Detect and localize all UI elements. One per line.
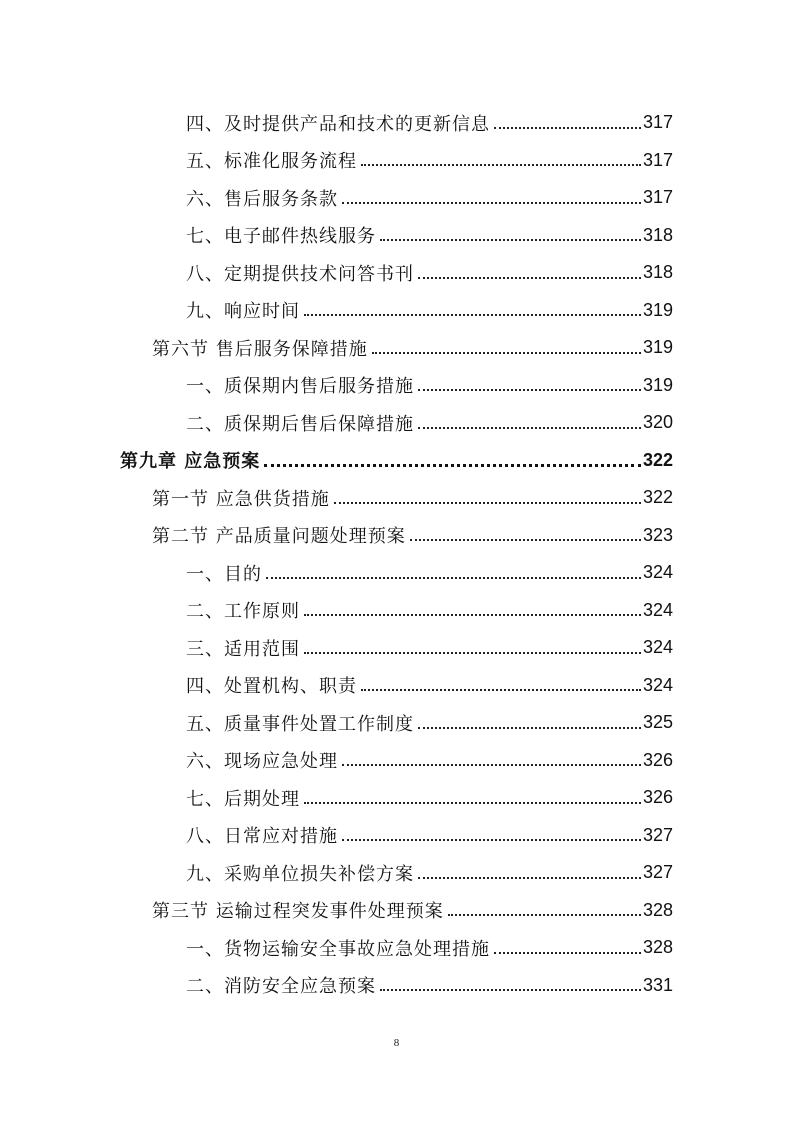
toc-subsection-entry[interactable] (0, 854, 793, 892)
toc-dot-leader (361, 689, 641, 691)
toc-entry-page: 317 (642, 149, 673, 170)
toc-entry-page: 317 (642, 112, 673, 133)
toc-dot-leader (304, 614, 641, 616)
toc-entry-title: 四、处置机构、职责 (186, 676, 357, 698)
toc-dot-leader (266, 577, 641, 579)
toc-entry-page: 324 (642, 637, 673, 658)
toc-entry-title: 第六节 售后服务保障措施 (152, 338, 368, 360)
toc-entry-page: 322 (642, 449, 673, 470)
toc-entry-title: 第一节 应急供货措施 (152, 488, 330, 510)
toc-subsection-entry[interactable] (0, 779, 793, 817)
toc-entry-title: 九、响应时间 (186, 301, 300, 323)
table-of-contents (0, 104, 793, 1004)
toc-entry-page: 323 (642, 524, 673, 545)
toc-subsection-entry[interactable] (0, 704, 793, 742)
toc-entry-page: 327 (642, 862, 673, 883)
toc-entry-page: 327 (642, 824, 673, 845)
toc-entry-page: 325 (642, 712, 673, 733)
toc-entry-title: 一、质保期内售后服务措施 (186, 376, 414, 398)
toc-dot-leader (372, 352, 641, 354)
toc-dot-leader (304, 652, 641, 654)
toc-subsection-entry[interactable] (0, 404, 793, 442)
toc-dot-leader (410, 539, 641, 541)
toc-entry-title: 第九章 应急预案 (120, 451, 261, 473)
toc-entry-page: 331 (642, 974, 673, 995)
toc-entry-title: 一、货物运输安全事故应急处理措施 (186, 938, 490, 960)
toc-subsection-entry[interactable] (0, 929, 793, 967)
toc-dot-leader (264, 464, 641, 467)
toc-entry-title: 第三节 运输过程突发事件处理预案 (152, 901, 444, 923)
toc-subsection-entry[interactable] (0, 629, 793, 667)
toc-entry-title: 五、标准化服务流程 (186, 151, 357, 173)
toc-entry-title: 四、及时提供产品和技术的更新信息 (186, 113, 490, 135)
toc-entry-page: 328 (642, 899, 673, 920)
toc-dot-leader (304, 802, 641, 804)
toc-dot-leader (418, 389, 641, 391)
toc-entry-title: 八、定期提供技术问答书刊 (186, 263, 414, 285)
toc-entry-page: 318 (642, 262, 673, 283)
toc-subsection-entry[interactable] (0, 292, 793, 330)
toc-subsection-entry[interactable] (0, 554, 793, 592)
toc-dot-leader (380, 989, 641, 991)
toc-dot-leader (342, 202, 641, 204)
toc-entry-page: 322 (642, 487, 673, 508)
toc-subsection-entry[interactable] (0, 667, 793, 705)
toc-subsection-entry[interactable] (0, 217, 793, 255)
toc-subsection-entry[interactable] (0, 817, 793, 855)
toc-dot-leader (334, 502, 641, 504)
toc-entry-page: 319 (642, 374, 673, 395)
toc-dot-leader (448, 914, 641, 916)
toc-entry-page: 324 (642, 562, 673, 583)
toc-subsection-entry[interactable] (0, 367, 793, 405)
toc-dot-leader (418, 727, 641, 729)
toc-section-entry[interactable] (0, 517, 793, 555)
toc-entry-title: 三、适用范围 (186, 638, 300, 660)
toc-entry-title: 二、工作原则 (186, 601, 300, 623)
toc-entry-page: 318 (642, 224, 673, 245)
toc-dot-leader (418, 277, 641, 279)
toc-subsection-entry[interactable] (0, 742, 793, 780)
toc-section-entry[interactable] (0, 892, 793, 930)
toc-chapter-entry[interactable] (0, 442, 793, 480)
toc-dot-leader (342, 839, 641, 841)
toc-entry-page: 319 (642, 299, 673, 320)
toc-entry-page: 326 (642, 749, 673, 770)
toc-entry-title: 五、质量事件处置工作制度 (186, 713, 414, 735)
toc-dot-leader (418, 877, 641, 879)
toc-entry-page: 328 (642, 937, 673, 958)
toc-subsection-entry[interactable] (0, 142, 793, 180)
toc-entry-title: 六、现场应急处理 (186, 751, 338, 773)
toc-subsection-entry[interactable] (0, 592, 793, 630)
toc-entry-title: 七、电子邮件热线服务 (186, 226, 376, 248)
toc-dot-leader (418, 427, 641, 429)
toc-dot-leader (494, 127, 641, 129)
toc-entry-title: 二、质保期后售后保障措施 (186, 413, 414, 435)
toc-entry-title: 第二节 产品质量问题处理预案 (152, 526, 406, 548)
toc-subsection-entry[interactable] (0, 967, 793, 1005)
toc-entry-title: 二、消防安全应急预案 (186, 976, 376, 998)
toc-dot-leader (304, 314, 641, 316)
toc-entry-page: 319 (642, 337, 673, 358)
toc-entry-title: 八、日常应对措施 (186, 826, 338, 848)
toc-section-entry[interactable] (0, 329, 793, 367)
toc-dot-leader (494, 952, 641, 954)
toc-entry-title: 七、后期处理 (186, 788, 300, 810)
toc-entry-page: 326 (642, 787, 673, 808)
toc-subsection-entry[interactable] (0, 254, 793, 292)
toc-section-entry[interactable] (0, 479, 793, 517)
toc-entry-page: 324 (642, 599, 673, 620)
page-number: 8 (393, 1037, 400, 1049)
toc-entry-title: 一、目的 (186, 563, 262, 585)
toc-entry-page: 320 (642, 412, 673, 433)
toc-subsection-entry[interactable] (0, 179, 793, 217)
toc-dot-leader (342, 764, 641, 766)
toc-entry-page: 324 (642, 674, 673, 695)
toc-subsection-entry[interactable] (0, 104, 793, 142)
toc-entry-title: 六、售后服务条款 (186, 188, 338, 210)
toc-dot-leader (380, 239, 641, 241)
toc-entry-page: 317 (642, 187, 673, 208)
toc-entry-title: 九、采购单位损失补偿方案 (186, 863, 414, 885)
toc-dot-leader (361, 164, 641, 166)
